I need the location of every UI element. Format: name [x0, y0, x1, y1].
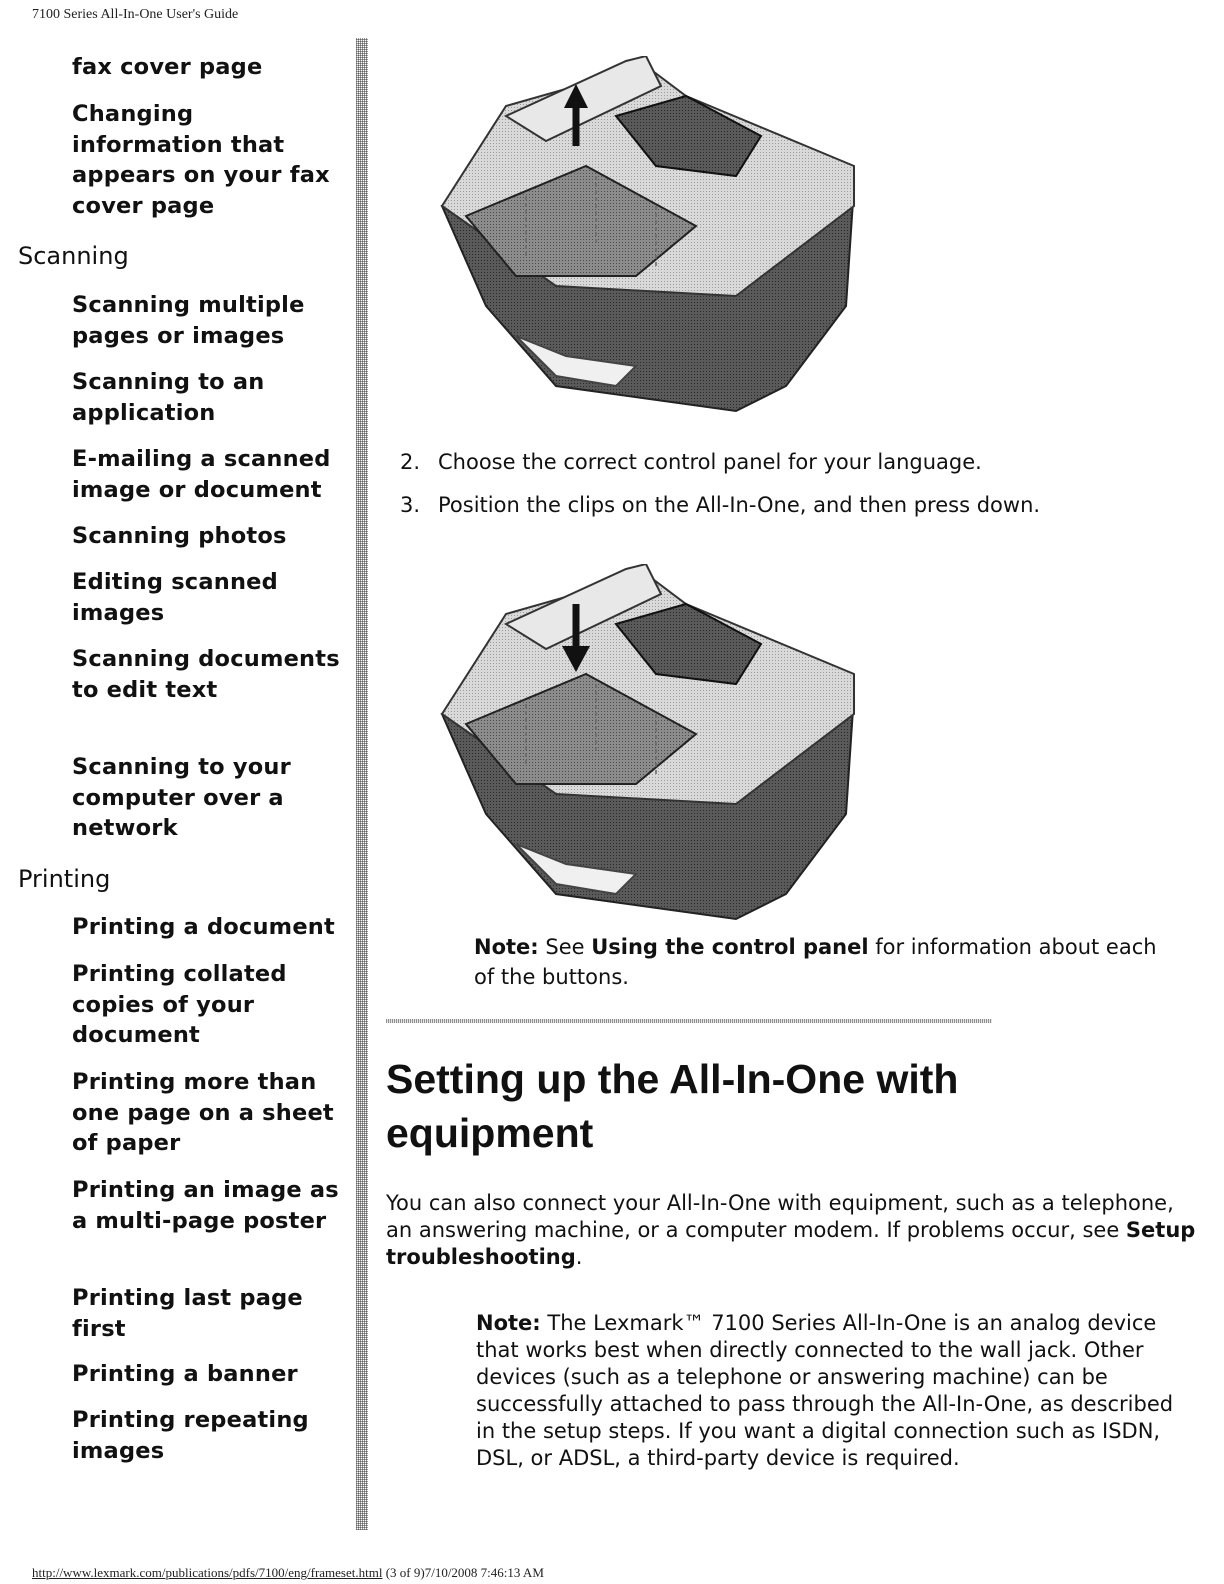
step-number: 3.	[400, 493, 421, 517]
instruction-step	[400, 493, 1040, 517]
nav-link-emailing-scanned-image[interactable]: E-mailing a scanned image or document	[72, 446, 331, 503]
printer-illustration-panel-removal	[436, 56, 860, 416]
nav-link-scanning-multiple-pages[interactable]: Scanning multiple pages or images	[72, 292, 305, 349]
nav-link-printing-poster[interactable]: Printing an image as a multi-page poster	[72, 1177, 339, 1234]
link-setup-troubleshooting[interactable]: Setup troubleshooting	[386, 1218, 1196, 1269]
note-text: See	[538, 935, 592, 959]
section-divider	[386, 1019, 992, 1023]
nav-link-printing-document[interactable]: Printing a document	[72, 914, 335, 940]
nav-link-printing-collated-copies[interactable]: Printing collated copies of your document	[72, 961, 287, 1048]
nav-link-printing-last-page-first[interactable]: Printing last page first	[72, 1285, 303, 1342]
note-analog-device	[476, 1310, 1196, 1472]
step-number: 2.	[400, 450, 421, 474]
nav-link-scanning-photos[interactable]: Scanning photos	[72, 523, 287, 549]
document-footer	[32, 1565, 544, 1581]
intro-text-end: .	[575, 1245, 583, 1269]
nav-link-fax-cover-page[interactable]: fax cover page	[72, 54, 263, 80]
step-text: Choose the correct control panel for your language.	[438, 450, 982, 474]
nav-section-scanning[interactable]: Scanning	[18, 242, 129, 270]
nav-section-printing[interactable]: Printing	[18, 865, 111, 893]
nav-link-printing-banner[interactable]: Printing a banner	[72, 1361, 298, 1387]
nav-link-printing-repeating-images[interactable]: Printing repeating images	[72, 1407, 309, 1464]
link-using-control-panel[interactable]: Using the control panel	[591, 935, 869, 959]
nav-link-scanning-over-network[interactable]: Scanning to your computer over a network	[72, 754, 291, 841]
nav-link-scanning-to-application[interactable]: Scanning to an application	[72, 369, 265, 426]
nav-link-scanning-documents-edit-text[interactable]: Scanning documents to edit text	[72, 646, 340, 703]
note-text: for information about each of the buttons.	[474, 935, 1157, 989]
note-label: Note:	[476, 1311, 541, 1335]
intro-paragraph	[386, 1190, 1196, 1271]
footer-url[interactable]: http://www.lexmark.com/publications/pdfs/7100/eng/frameset.html	[32, 1565, 383, 1580]
note-label: Note:	[474, 935, 539, 959]
intro-text: You can also connect your All-In-One with equipment, such as a telephone, an answering machine, or a computer modem. If problems occur, see	[386, 1191, 1174, 1242]
step-text: Position the clips on the All-In-One, and then press down.	[438, 493, 1041, 517]
instruction-step	[400, 450, 982, 474]
printer-illustration-press-clips	[436, 564, 860, 924]
document-header-title: 7100 Series All-In-One User's Guide	[32, 7, 239, 22]
nav-link-editing-scanned-images[interactable]: Editing scanned images	[72, 569, 278, 626]
nav-link-changing-fax-cover-info[interactable]: Changing information that appears on your fax cover page	[72, 101, 330, 219]
footer-page-info: (3 of 9)7/10/2008 7:46:13 AM	[382, 1565, 544, 1580]
frame-divider[interactable]	[356, 38, 368, 1530]
nav-link-printing-multiple-per-sheet[interactable]: Printing more than one page on a sheet of paper	[72, 1069, 334, 1156]
note-text: The Lexmark™ 7100 Series All-In-One is an analog device that works best when directly connected to the wall jack. Other devices (such as a telephone or answering machine) can be successfully attached to pass through the All-In-One, as described in the setup steps. If you want a digital connection such as ISDN, DSL, or ADSL, a third-party device is required.	[476, 1311, 1174, 1470]
note-control-panel	[474, 932, 1174, 992]
section-heading: Setting up the All-In-One with equipment	[386, 1056, 959, 1156]
